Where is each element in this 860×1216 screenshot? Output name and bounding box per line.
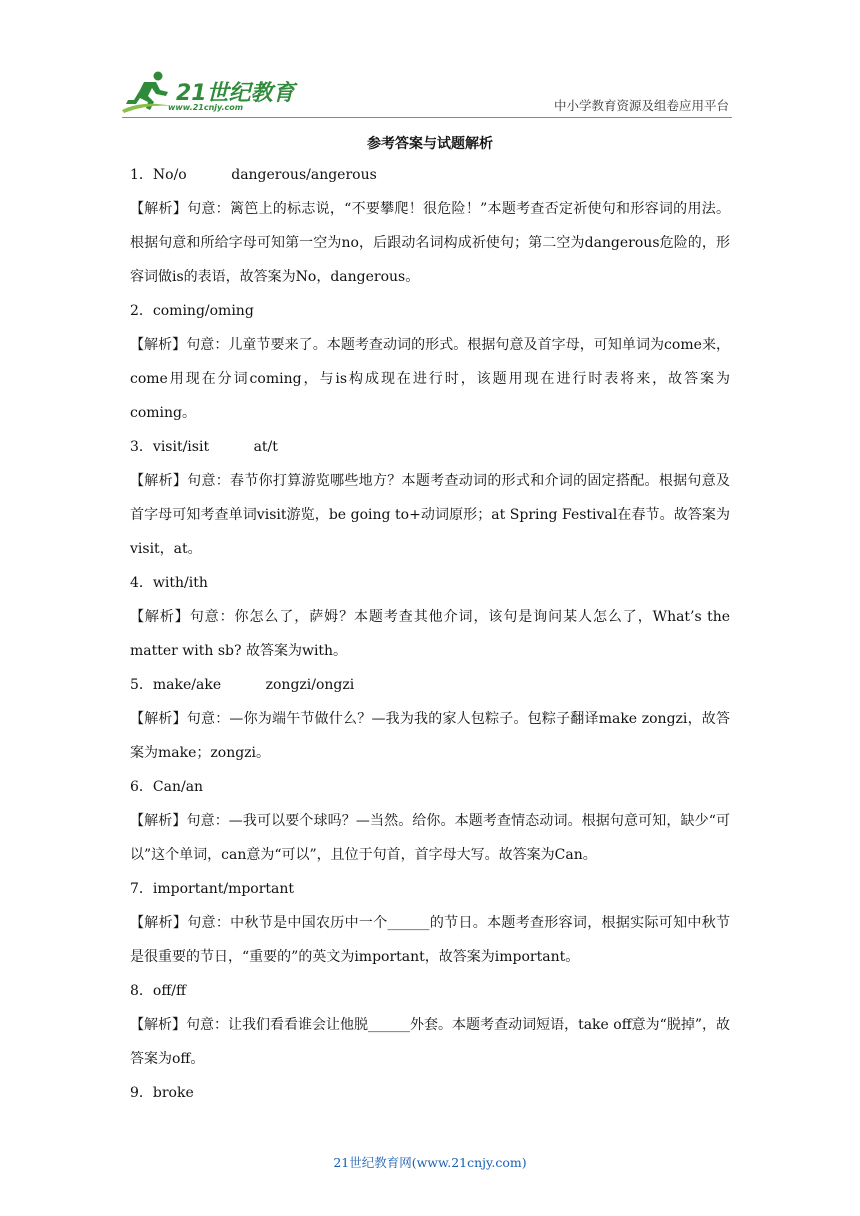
answer-item-1-head: 1．No/o dangerous/angerous bbox=[130, 167, 377, 183]
logo-url: www.21cnjy.com bbox=[168, 103, 244, 112]
answer-item-4-explanation: 【解析】句意：你怎么了，萨姆？本题考查其他介词，该句是询问某人怎么了，What’s the matter with sb? 故答案为with。 bbox=[130, 609, 730, 659]
logo-text: 21世纪教育 bbox=[176, 81, 295, 106]
answer-list bbox=[130, 158, 730, 1110]
answer-item-4-head: 4．with/ith bbox=[130, 575, 208, 591]
answer-item-5-head: 5．make/ake zongzi/ongzi bbox=[130, 677, 355, 693]
answer-item-1-explanation: 【解析】句意：篱笆上的标志说，“不要攀爬！很危险！”本题考查否定祈使句和形容词的用法。根据句意和所给字母可知第一空为no，后跟动名词构成祈使句；第二空为dangerous危险的，形容词做is的表语，故答案为No，dangerous。 bbox=[130, 201, 730, 285]
logo bbox=[122, 70, 295, 115]
page-title: 参考答案与试题解析 bbox=[367, 136, 493, 152]
answer-item-2-head: 2．coming/oming bbox=[130, 303, 254, 319]
answer-item-3-explanation: 【解析】句意：春节你打算游览哪些地方？本题考查动词的形式和介词的固定搭配。根据句意及首字母可知考查单词visit游览，be going to+动词原形；at Spring Festival在春节。故答案为visit，at。 bbox=[130, 473, 730, 557]
page-header bbox=[0, 0, 860, 120]
platform-label: 中小学教育资源及组卷应用平台 bbox=[553, 98, 729, 113]
answer-item-8-head: 8．off/ff bbox=[130, 983, 186, 999]
page-footer[interactable]: 21世纪教育网(www.21cnjy.com) bbox=[333, 1155, 527, 1170]
answer-item-5-explanation: 【解析】句意：—你为端午节做什么？—我为我的家人包粽子。包粽子翻译make zongzi，故答案为make；zongzi。 bbox=[130, 711, 730, 761]
answer-item-7-explanation: 【解析】句意：中秋节是中国农历中一个______的节日。本题考查形容词，根据实际可知中秋节是很重要的节日，“重要的”的英文为important，故答案为important。 bbox=[130, 915, 730, 965]
answer-item-8-explanation: 【解析】句意：让我们看看谁会让他脱______外套。本题考查动词短语，take off意为“脱掉”，故答案为off。 bbox=[130, 1017, 730, 1067]
answer-item-3-head: 3．visit/isit at/t bbox=[130, 439, 278, 455]
answer-item-6-head: 6．Can/an bbox=[130, 779, 204, 795]
answer-item-9-head: 9．broke bbox=[130, 1085, 194, 1101]
header-divider bbox=[122, 117, 732, 118]
answer-item-6-explanation: 【解析】句意：—我可以要个球吗？—当然。给你。本题考查情态动词。根据句意可知，缺少“可以”这个单词，can意为“可以”，且位于句首，首字母大写。故答案为Can。 bbox=[130, 813, 730, 863]
answer-item-7-head: 7．important/mportant bbox=[130, 881, 295, 897]
answer-item-2-explanation: 【解析】句意：儿童节要来了。本题考查动词的形式。根据句意及首字母，可知单词为come来，come用现在分词coming，与is构成现在进行时，该题用现在进行时表将来，故答案为coming。 bbox=[130, 337, 730, 421]
runner-icon bbox=[122, 70, 174, 114]
